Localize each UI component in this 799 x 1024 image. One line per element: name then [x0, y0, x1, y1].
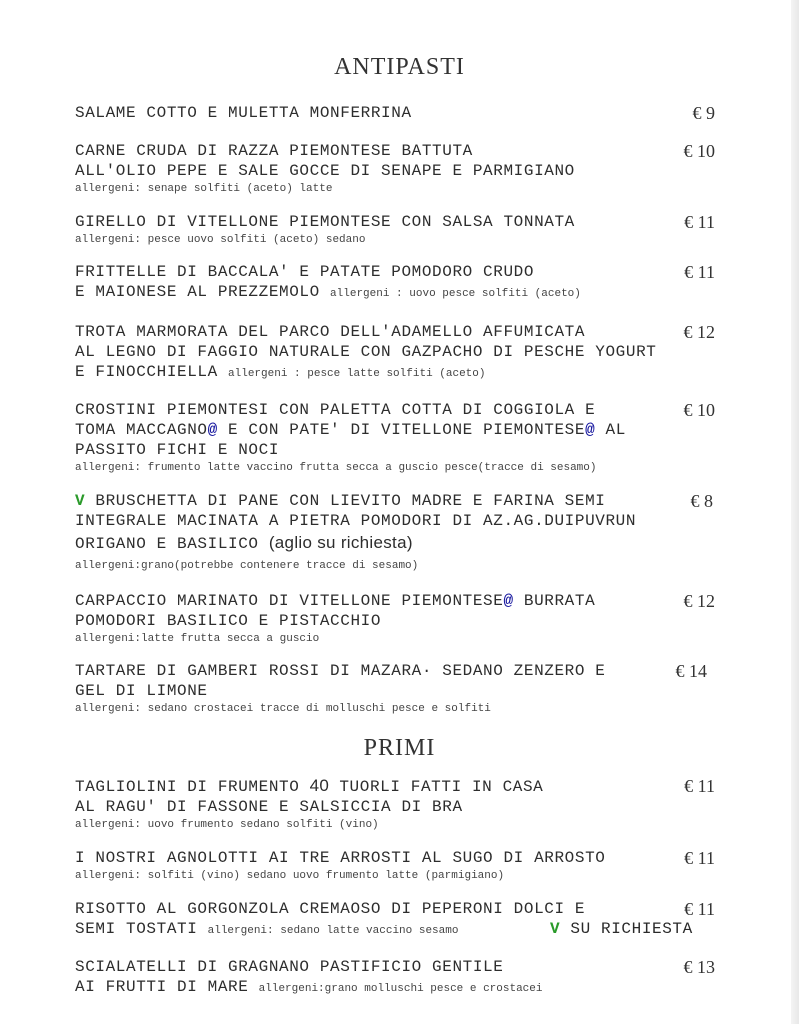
item-text: E FINOCCHIELLA [75, 363, 218, 381]
allergen-note: allergeni: solfiti (vino) sedano uovo frumento latte (parmigiano) [75, 870, 505, 882]
item-text [75, 776, 715, 797]
item-price: € 12 [683, 322, 715, 342]
vegetarian-mark: V [75, 492, 86, 510]
item-price: € 10 [683, 141, 715, 161]
item-price: € 14 [675, 661, 707, 681]
allergen-note: allergeni: senape solfiti (aceto) latte [75, 183, 333, 195]
allergen-note: allergeni: uovo frumento sedano solfiti (vino) [75, 819, 379, 831]
vegetarian-on-request [550, 919, 693, 939]
item-price: € 11 [684, 776, 715, 796]
menu-item [75, 262, 715, 304]
item-text: PASSITO FICHI E NOCI [75, 441, 280, 459]
section-title-primi: PRIMI [363, 735, 436, 761]
allergen-note: allergeni:grano molluschi pesce e crostacei [258, 983, 543, 995]
item-text: TARTARE DI GAMBERI ROSSI DI MAZARA· SEDANO ZENZERO E [75, 662, 606, 680]
menu-item [75, 491, 713, 574]
item-text-part: BRUSCHETTA DI PANE CON LIEVITO MADRE E FARINA SEMI [85, 492, 606, 510]
section-title-antipasti: ANTIPASTI [334, 54, 465, 80]
item-text [75, 420, 715, 440]
item-price: € 11 [684, 262, 715, 282]
menu-item [75, 141, 715, 197]
item-text-with-allergen [75, 362, 715, 384]
item-text-part: E CON PATE' DI VITELLONE PIEMONTESE [217, 421, 586, 439]
item-text-part: TUORLI FATTI IN CASA [329, 778, 544, 796]
item-text-part: AL [595, 421, 626, 439]
allergen-note: allergeni : uovo pesce solfiti (aceto) [330, 288, 581, 300]
allergen-note: allergeni : pesce latte solfiti (aceto) [228, 368, 486, 380]
item-text-part: BURRATA [513, 592, 596, 610]
item-text [75, 591, 715, 611]
vegetarian-mark: V [550, 920, 561, 938]
item-price: € 8 [690, 491, 713, 511]
item-text: AI FRUTTI DI MARE [75, 978, 249, 996]
item-text: INTEGRALE MACINATA A PIETRA POMODORI DI AZ.AG.DUIPUVRUN [75, 512, 637, 530]
item-price: € 11 [684, 212, 715, 232]
item-text: POMODORI BASILICO E PISTACCHIO [75, 612, 382, 630]
item-number: 40 [309, 776, 330, 795]
menu-item [75, 848, 715, 884]
item-text: TROTA MARMORATA DEL PARCO DELL'ADAMELLO AFFUMICATA [75, 323, 586, 341]
item-text: I NOSTRI AGNOLOTTI AI TRE ARROSTI AL SUGO DI ARROSTO [75, 849, 606, 867]
allergen-note: allergeni: frumento latte vaccino frutta secca a guscio pesce(tracce di sesamo) [75, 462, 597, 474]
item-text-with-allergen [75, 977, 715, 999]
item-price: € 9 [692, 103, 715, 123]
allergen-note: allergeni:latte frutta secca a guscio [75, 633, 320, 645]
item-text: AL LEGNO DI FAGGIO NATURALE CON GAZPACHO DI PESCHE YOGURT [75, 343, 657, 361]
allergen-note: allergeni:grano(potrebbe contenere tracce di sesamo) [75, 560, 419, 572]
item-text: CROSTINI PIEMONTESI CON PALETTA COTTA DI COGGIOLA E [75, 401, 596, 419]
at-symbol: @ [207, 421, 218, 439]
item-text: E MAIONESE AL PREZZEMOLO [75, 283, 320, 301]
item-price: € 13 [683, 957, 715, 977]
item-text: AL RAGU' DI FASSONE E SALSICCIA DI BRA [75, 798, 463, 816]
item-text: RISOTTO AL GORGONZOLA CREMAOSO DI PEPERONI DOLCI E [75, 900, 586, 918]
menu-item [75, 322, 715, 384]
item-price: € 12 [683, 591, 715, 611]
allergen-note: allergeni: sedano latte vaccino sesamo [207, 925, 459, 937]
item-price: € 10 [683, 400, 715, 420]
at-symbol: @ [585, 421, 596, 439]
menu-item [75, 661, 707, 717]
item-price: € 11 [684, 899, 715, 919]
item-text: SALAME COTTO E MULETTA MONFERRINA [75, 104, 412, 122]
menu-item [75, 957, 715, 999]
item-text-part: TAGLIOLINI DI FRUMENTO [75, 778, 310, 796]
item-note: SU RICHIESTA [560, 920, 693, 938]
menu-item [75, 103, 715, 123]
item-text-part: CARPACCIO MARINATO DI VITELLONE PIEMONTESE [75, 592, 504, 610]
menu-item [75, 776, 715, 833]
item-text: FRITTELLE DI BACCALA' E PATATE POMODORO CRUDO [75, 263, 535, 281]
item-text: GIRELLO DI VITELLONE PIEMONTESE CON SALSA TONNATA [75, 213, 575, 231]
item-text: ALL'OLIO PEPE E SALE GOCCE DI SENAPE E PARMIGIANO [75, 162, 575, 180]
item-text-with-allergen [75, 282, 715, 304]
menu-item [75, 899, 715, 941]
item-text-part: TOMA MACCAGNO [75, 421, 208, 439]
at-symbol: @ [503, 592, 514, 610]
page-edge [791, 0, 799, 1024]
item-note: (aglio su richiesta) [268, 533, 413, 552]
item-text [75, 491, 713, 511]
allergen-note: allergeni: pesce uovo solfiti (aceto) sedano [75, 234, 366, 246]
menu-item [75, 591, 715, 647]
menu-item [75, 212, 715, 248]
item-text-part: ORIGANO E BASILICO [75, 535, 269, 553]
item-text: SCIALATELLI DI GRAGNANO PASTIFICIO GENTILE [75, 958, 504, 976]
allergen-note: allergeni: sedano crostacei tracce di molluschi pesce e solfiti [75, 703, 491, 715]
item-price: € 11 [684, 848, 715, 868]
item-text: GEL DI LIMONE [75, 682, 208, 700]
item-text: CARNE CRUDA DI RAZZA PIEMONTESE BATTUTA [75, 142, 473, 160]
item-text: SEMI TOSTATI [75, 920, 198, 938]
menu-item [75, 400, 715, 476]
item-text [75, 531, 713, 556]
